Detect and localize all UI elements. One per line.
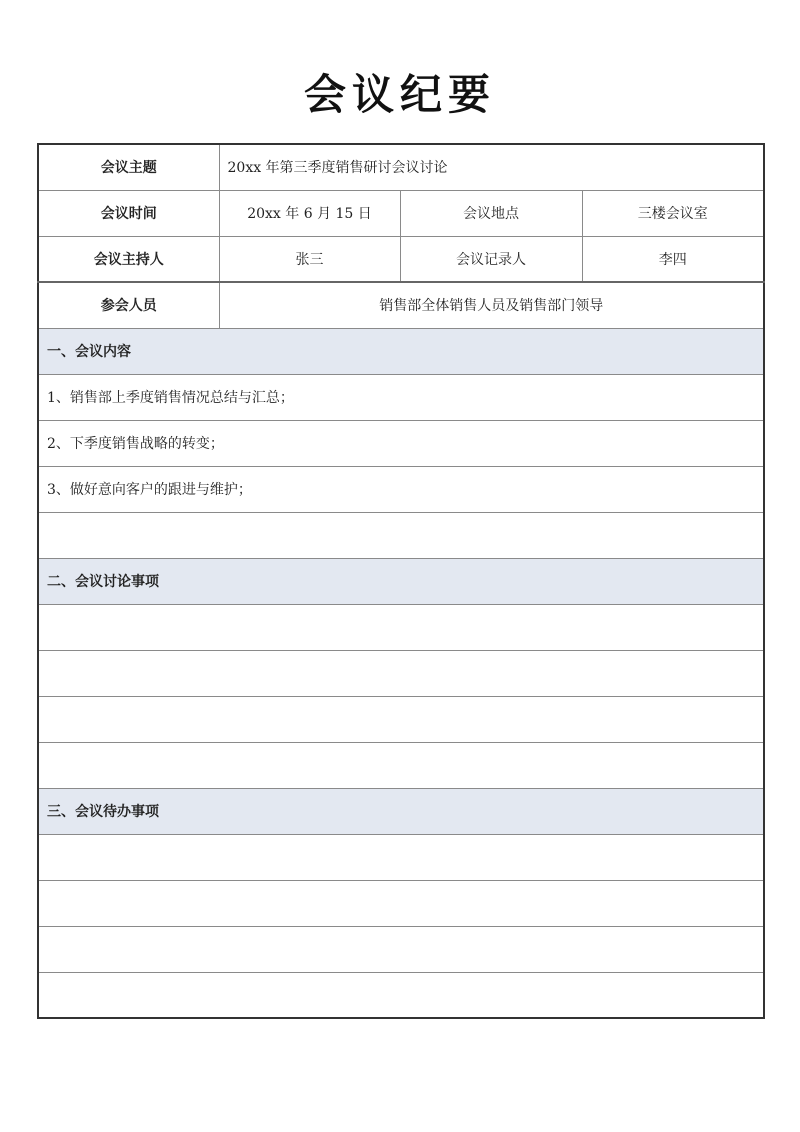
topic-label: 会议主题	[38, 144, 219, 190]
empty-cell[interactable]	[38, 650, 764, 696]
content-item[interactable]: 3、做好意向客户的跟进与维护；	[38, 466, 764, 512]
time-value[interactable]: 20xx 年 6 月 15 日	[219, 190, 400, 236]
topic-row	[38, 144, 764, 190]
content-item[interactable]: 1、销售部上季度销售情况总结与汇总；	[38, 374, 764, 420]
content-empty-row	[38, 512, 764, 558]
discussion-empty-row	[38, 696, 764, 742]
todo-empty-row	[38, 834, 764, 880]
todo-section-header	[38, 788, 764, 834]
todo-empty-row	[38, 972, 764, 1018]
empty-cell[interactable]	[38, 604, 764, 650]
content-item[interactable]: 2、下季度销售战略的转变；	[38, 420, 764, 466]
attendees-value[interactable]: 销售部全体销售人员及销售部门领导	[219, 282, 764, 328]
empty-cell[interactable]	[38, 696, 764, 742]
empty-cell[interactable]	[38, 742, 764, 788]
content-item-row	[38, 374, 764, 420]
minutes-table	[37, 143, 765, 1019]
attendees-row	[38, 282, 764, 328]
attendees-label: 参会人员	[38, 282, 219, 328]
location-value[interactable]: 三楼会议室	[582, 190, 764, 236]
location-label: 会议地点	[400, 190, 582, 236]
content-section-header	[38, 328, 764, 374]
discussion-empty-row	[38, 742, 764, 788]
discussion-section-header	[38, 558, 764, 604]
empty-cell[interactable]	[38, 880, 764, 926]
host-value[interactable]: 张三	[219, 236, 400, 282]
recorder-label: 会议记录人	[400, 236, 582, 282]
content-heading: 一、会议内容	[38, 328, 764, 374]
time-label: 会议时间	[38, 190, 219, 236]
discussion-heading: 二、会议讨论事项	[38, 558, 764, 604]
discussion-empty-row	[38, 650, 764, 696]
time-location-row	[38, 190, 764, 236]
todo-heading: 三、会议待办事项	[38, 788, 764, 834]
content-item-row	[38, 420, 764, 466]
page-title: 会议纪要	[303, 70, 496, 119]
empty-cell[interactable]	[38, 926, 764, 972]
discussion-empty-row	[38, 604, 764, 650]
topic-value[interactable]: 20xx 年第三季度销售研讨会议讨论	[219, 144, 764, 190]
empty-cell[interactable]	[38, 834, 764, 880]
content-item-row	[38, 466, 764, 512]
empty-cell[interactable]	[38, 512, 764, 558]
host-recorder-row	[38, 236, 764, 282]
empty-cell[interactable]	[38, 972, 764, 1018]
todo-empty-row	[38, 926, 764, 972]
recorder-value[interactable]: 李四	[582, 236, 764, 282]
todo-empty-row	[38, 880, 764, 926]
host-label: 会议主持人	[38, 236, 219, 282]
